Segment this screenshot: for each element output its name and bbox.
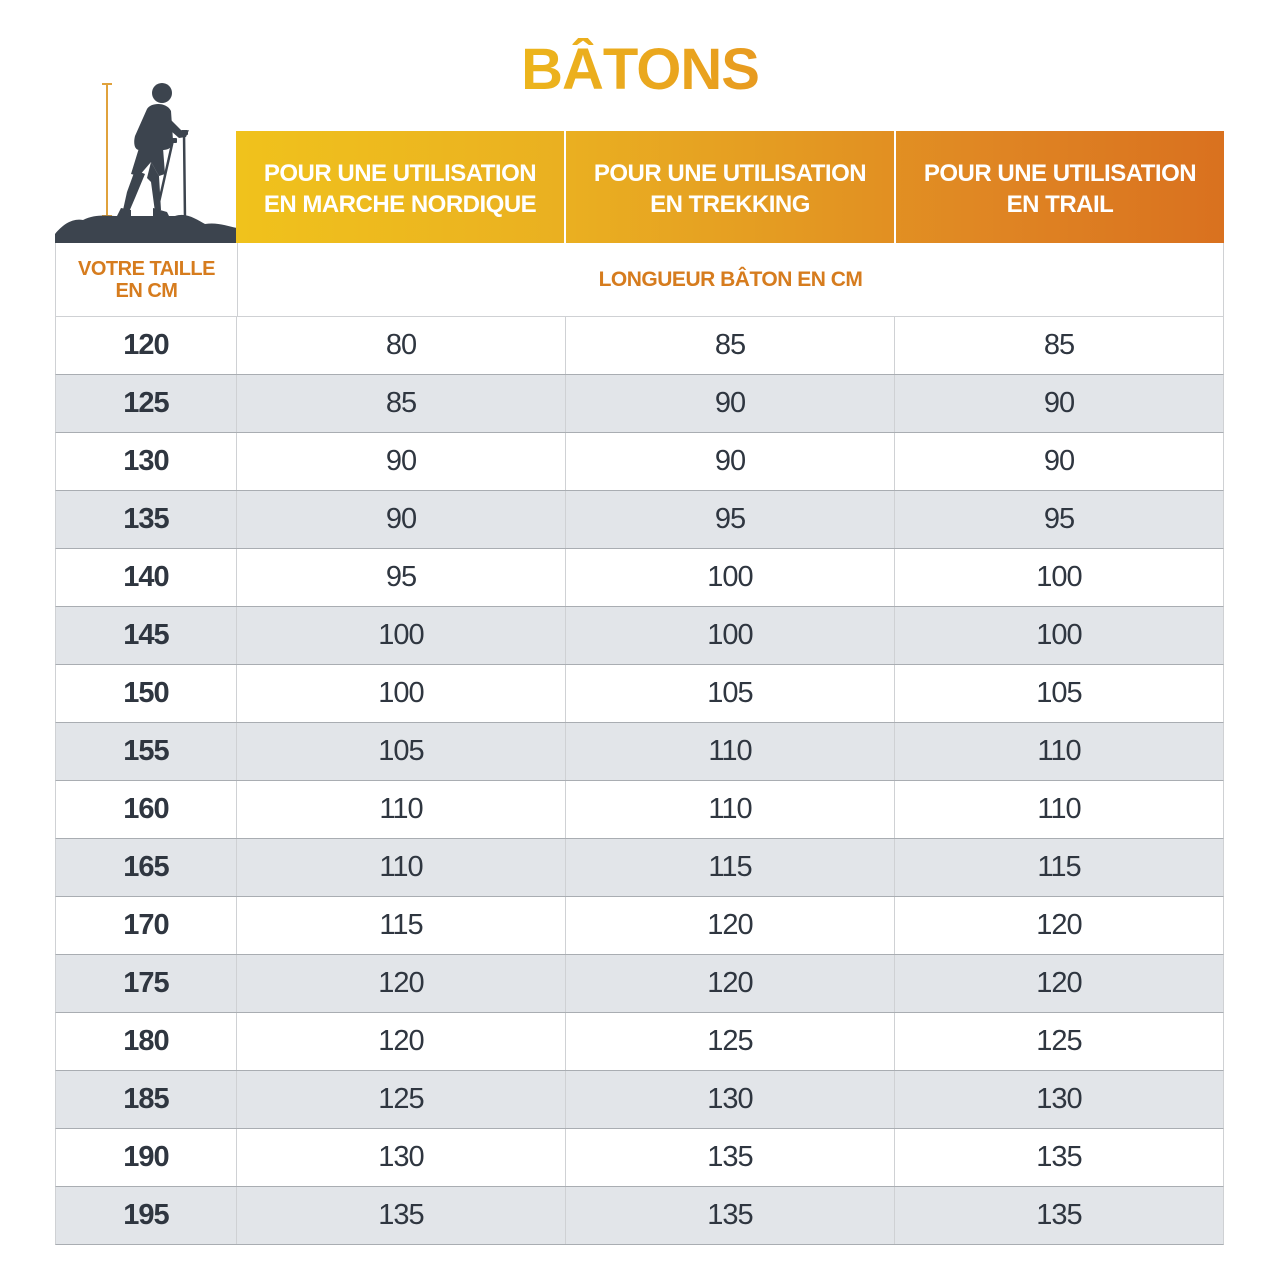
size-cell: 120 (123, 329, 169, 361)
table-row (55, 839, 1224, 897)
trail-length-cell: 135 (894, 1129, 1223, 1186)
nordic-length-cell: 85 (236, 375, 565, 432)
table-row (55, 1187, 1224, 1245)
nordic-length-cell: 115 (236, 897, 565, 954)
table-row (55, 1071, 1224, 1129)
nordic-length-cell: 105 (236, 723, 565, 780)
trekking-length-cell: 130 (565, 1071, 894, 1128)
length-column-label: LONGUEUR BÂTON EN CM (598, 267, 863, 291)
trekking-length-cell: 120 (565, 897, 894, 954)
nordic-length-cell: 90 (236, 433, 565, 490)
trekking-length-cell: 85 (565, 317, 894, 374)
size-cell: 130 (123, 445, 169, 477)
nordic-length-cell: 120 (236, 955, 565, 1012)
trekking-length-cell: 135 (565, 1187, 894, 1244)
size-column-label: VOTRE TAILLE EN CM (56, 243, 238, 316)
trail-length-cell: 110 (894, 781, 1223, 838)
size-cell: 145 (123, 619, 169, 651)
size-cell: 160 (123, 793, 169, 825)
header-trekking-label: POUR UNE UTILISATION EN TREKKING (593, 160, 867, 218)
trekking-length-cell: 135 (565, 1129, 894, 1186)
trail-length-cell: 90 (894, 375, 1223, 432)
trail-length-cell: 90 (894, 433, 1223, 490)
page-title: BÂTONS (0, 38, 1280, 102)
trekking-length-cell: 90 (565, 375, 894, 432)
trail-length-cell: 100 (894, 607, 1223, 664)
size-cell: 150 (123, 677, 169, 709)
trail-length-cell: 110 (894, 723, 1223, 780)
nordic-length-cell: 130 (236, 1129, 565, 1186)
table-row (55, 491, 1224, 549)
trekking-length-cell: 110 (565, 723, 894, 780)
size-cell: 170 (123, 909, 169, 941)
size-cell: 180 (123, 1025, 169, 1057)
nordic-length-cell: 95 (236, 549, 565, 606)
size-cell: 175 (123, 967, 169, 999)
table-row (55, 317, 1224, 375)
trail-length-cell: 120 (894, 955, 1223, 1012)
table-row (55, 723, 1224, 781)
trail-length-cell: 120 (894, 897, 1223, 954)
nordic-length-cell: 100 (236, 665, 565, 722)
column-headers (236, 131, 1224, 243)
trekking-length-cell: 100 (565, 607, 894, 664)
size-cell: 125 (123, 387, 169, 419)
table-row (55, 375, 1224, 433)
trekking-length-cell: 110 (565, 781, 894, 838)
table-row (55, 549, 1224, 607)
trekking-length-cell: 100 (565, 549, 894, 606)
header-trail (894, 131, 1224, 243)
trekking-length-cell: 95 (565, 491, 894, 548)
hiker-with-poles-icon (55, 78, 237, 243)
nordic-length-cell: 100 (236, 607, 565, 664)
trail-length-cell: 95 (894, 491, 1223, 548)
header-trail-label: POUR UNE UTILISATION EN TRAIL (923, 160, 1197, 218)
nordic-length-cell: 125 (236, 1071, 565, 1128)
nordic-length-cell: 120 (236, 1013, 565, 1070)
size-cell: 140 (123, 561, 169, 593)
size-cell: 155 (123, 735, 169, 767)
nordic-length-cell: 110 (236, 781, 565, 838)
table-row (55, 665, 1224, 723)
trekking-length-cell: 125 (565, 1013, 894, 1070)
trail-length-cell: 135 (894, 1187, 1223, 1244)
size-cell: 135 (123, 503, 169, 535)
table-row (55, 955, 1224, 1013)
trail-length-cell: 105 (894, 665, 1223, 722)
table-row (55, 607, 1224, 665)
size-cell: 165 (123, 851, 169, 883)
trail-length-cell: 100 (894, 549, 1223, 606)
table-row (55, 781, 1224, 839)
size-table (55, 317, 1224, 1245)
height-measure-icon (102, 84, 112, 216)
nordic-length-cell: 90 (236, 491, 565, 548)
header-nordic-walking-label: POUR UNE UTILISATION EN MARCHE NORDIQUE (263, 160, 537, 218)
subheader-row (55, 243, 1224, 317)
table-row (55, 897, 1224, 955)
size-cell: 190 (123, 1141, 169, 1173)
trail-length-cell: 85 (894, 317, 1223, 374)
size-cell: 195 (123, 1199, 169, 1231)
table-row (55, 1129, 1224, 1187)
nordic-length-cell: 80 (236, 317, 565, 374)
nordic-length-cell: 110 (236, 839, 565, 896)
header-nordic-walking (236, 131, 564, 243)
trekking-length-cell: 120 (565, 955, 894, 1012)
table-row (55, 1013, 1224, 1071)
trekking-length-cell: 105 (565, 665, 894, 722)
trekking-length-cell: 115 (565, 839, 894, 896)
header-trekking (564, 131, 894, 243)
table-row (55, 433, 1224, 491)
trekking-length-cell: 90 (565, 433, 894, 490)
trail-length-cell: 125 (894, 1013, 1223, 1070)
size-cell: 185 (123, 1083, 169, 1115)
trail-length-cell: 130 (894, 1071, 1223, 1128)
nordic-length-cell: 135 (236, 1187, 565, 1244)
trail-length-cell: 115 (894, 839, 1223, 896)
